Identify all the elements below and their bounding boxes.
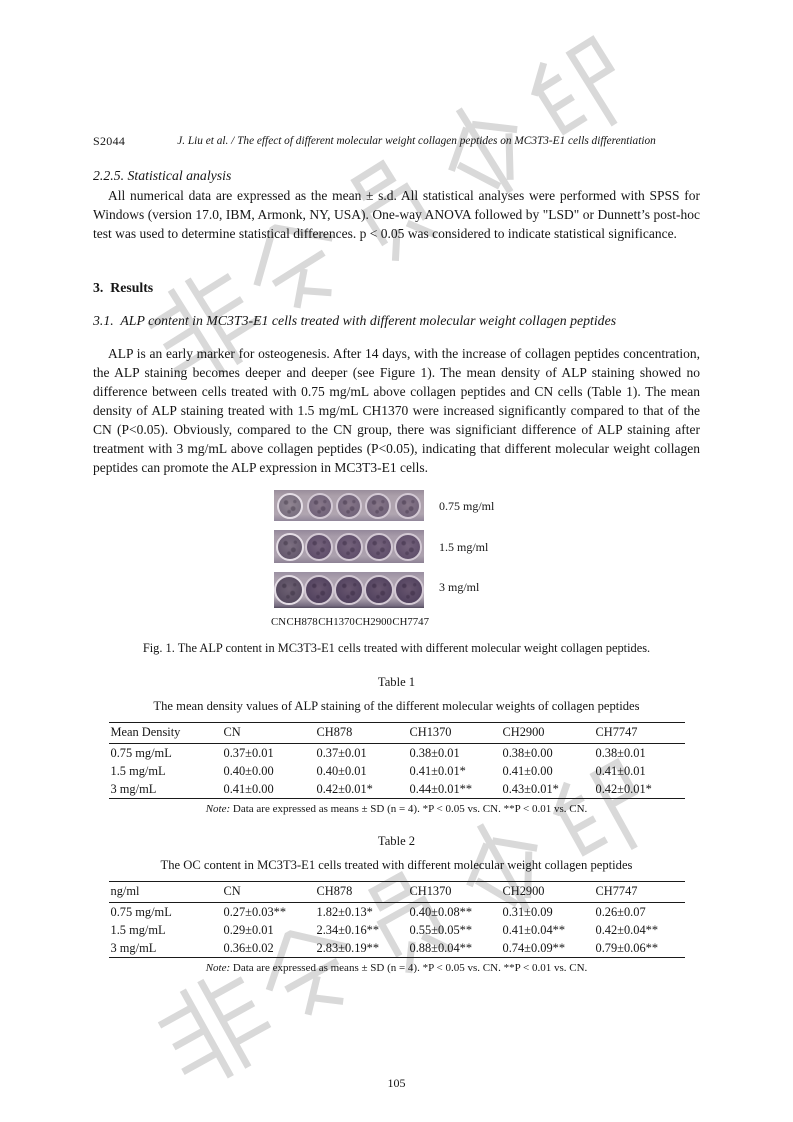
column-header: CH878 xyxy=(315,723,408,744)
table-cell: 3 mg/mL xyxy=(109,780,222,799)
stained-well xyxy=(365,493,391,519)
running-head xyxy=(93,134,700,151)
stained-well xyxy=(305,533,333,561)
table-cell: 0.41±0.01 xyxy=(595,763,646,778)
concentration-label-15: 1.5 mg/ml xyxy=(439,539,489,554)
figure-group-labels xyxy=(271,616,429,628)
page-number: 105 xyxy=(387,1076,406,1090)
table-cell: 0.31±0.09 xyxy=(502,904,553,919)
note-text: Data are expressed as means ± SD (n = 4). *P < 0.05 vs. CN. **P < 0.01 vs. CN. xyxy=(232,962,588,974)
table-cell: 0.41±0.00 xyxy=(502,763,553,778)
note-text: Data are expressed as means ± SD (n = 4). *P < 0.05 vs. CN. **P < 0.01 vs. CN. xyxy=(232,803,588,815)
table-1 xyxy=(109,722,685,799)
table-cell: 0.44±0.01** xyxy=(408,780,501,799)
table-1-title: The mean density values of ALP staining of the different molecular weights of collagen peptides xyxy=(153,699,640,713)
table-cell: 0.74±0.09** xyxy=(501,939,594,958)
table-cell: 0.79±0.06** xyxy=(594,939,685,958)
concentration-label-075: 0.75 mg/ml xyxy=(439,498,495,513)
figure-1-caption: Fig. 1. The ALP content in MC3T3-E1 cells treated with different molecular weight collagen peptides. xyxy=(142,641,651,655)
column-header: CH1370 xyxy=(408,723,501,744)
column-header: CH7747 xyxy=(594,723,685,744)
table-row xyxy=(109,780,685,799)
table-cell: 2.34±0.16** xyxy=(316,922,380,937)
section-heading-alp-content: 3.1. ALP content in MC3T3-E1 cells treated with different molecular weight collagen peptides xyxy=(93,313,617,328)
stained-well xyxy=(394,575,424,605)
stained-well xyxy=(276,533,304,561)
table-cell: 0.55±0.05** xyxy=(409,922,473,937)
table-cell: 0.88±0.04** xyxy=(408,939,501,958)
stained-well xyxy=(395,493,421,519)
column-header: CH2900 xyxy=(501,723,594,744)
table-2 xyxy=(109,881,685,958)
table-cell: 0.75 mg/mL xyxy=(110,745,172,760)
stained-well xyxy=(334,575,364,605)
column-header: CH878 xyxy=(315,882,408,903)
running-title: J. Liu et al. / The effect of different molecular weight collagen peptides on MC3T3-E1 cells differentiation xyxy=(177,135,656,147)
table-cell: 0.38±0.01 xyxy=(595,745,646,760)
table-2-title: The OC content in MC3T3-E1 cells treated with different molecular weight collagen peptides xyxy=(160,858,633,872)
figure-1 xyxy=(93,490,700,656)
table-cell: 0.42±0.04** xyxy=(595,922,659,937)
table-1-header-row xyxy=(109,723,685,744)
column-header: CH7747 xyxy=(594,882,685,903)
watermark-glyph-yin xyxy=(526,37,635,149)
table-row xyxy=(109,744,685,763)
table-cell: 1.5 mg/mL xyxy=(110,763,166,778)
table-2-header-row xyxy=(109,882,685,903)
table-cell: 0.41±0.01* xyxy=(409,763,466,778)
table-cell: 0.40±0.00 xyxy=(223,763,274,778)
well-plate-strip-075 xyxy=(274,490,424,521)
table-cell: 0.27±0.03** xyxy=(223,904,287,919)
table-row xyxy=(109,762,685,780)
table-cell: 0.26±0.07 xyxy=(595,904,646,919)
well-plate-strip-15 xyxy=(274,530,424,563)
table-cell: 0.38±0.01 xyxy=(409,745,460,760)
table-row xyxy=(109,903,685,922)
column-header: CN xyxy=(222,882,315,903)
table-cell: 0.42±0.01* xyxy=(594,780,685,799)
column-header: Mean Density xyxy=(109,723,222,744)
table-row xyxy=(109,921,685,939)
table-1-label: Table 1 xyxy=(377,675,416,689)
paragraph-alp-content: ALP is an early marker for osteogenesis. After 14 days, with the increase of collagen peptides concentration, the ALP staining becomes deeper and deeper (see Figure 1). The mean density of ALP staining showed no difference between cells treated with 0.75 mg/mL above collagen peptides and CN cells (Table 1). The mean density of ALP staining treated with 1.5 mg/mL CH1370 were increased significantly compared to that of the CN (P<0.05). Obviously, compared to the CN group, there was significiant difference of ALP staining after treatment with 3 mg/mL above collagen peptides (P<0.05), indicating that different molecular weight collagen peptides can promote the ALP expression in MC3T3-E1 cells. xyxy=(93,346,700,475)
table-cell: 0.37±0.01 xyxy=(223,745,274,760)
stained-well xyxy=(304,575,334,605)
page-content xyxy=(0,134,793,974)
table-cell: 0.38±0.00 xyxy=(502,745,553,760)
table-cell: 0.40±0.08** xyxy=(409,904,473,919)
table-cell: 0.41±0.00 xyxy=(222,780,315,799)
section-heading-statistical-analysis: 2.2.5. Statistical analysis xyxy=(93,168,232,183)
stained-well xyxy=(336,493,362,519)
column-header: CN xyxy=(222,723,315,744)
stained-well xyxy=(364,575,394,605)
table-cell: 1.82±0.13* xyxy=(316,904,373,919)
note-label: Note: xyxy=(205,962,231,974)
stained-well xyxy=(274,575,304,605)
table-2-label: Table 2 xyxy=(377,834,416,848)
table-cell: 0.40±0.01 xyxy=(316,763,367,778)
section-heading-results: 3. Results xyxy=(93,280,154,295)
table-cell: 3 mg/mL xyxy=(109,939,222,958)
stained-well xyxy=(365,533,393,561)
group-label-ch878: CH878 xyxy=(286,616,318,628)
group-label-ch1370: CH1370 xyxy=(318,616,355,628)
table-cell: 2.83±0.19** xyxy=(315,939,408,958)
table-cell: 0.29±0.01 xyxy=(223,922,274,937)
stained-well xyxy=(335,533,363,561)
column-header: CH2900 xyxy=(501,882,594,903)
article-id: S2044 xyxy=(93,134,126,148)
table-cell: 0.43±0.01* xyxy=(501,780,594,799)
stained-well xyxy=(277,493,303,519)
table-cell: 1.5 mg/mL xyxy=(110,922,166,937)
group-label-cn: CN xyxy=(271,616,286,628)
table-2-note xyxy=(93,962,700,974)
well-plate-strip-3 xyxy=(274,572,424,608)
table-cell: 0.42±0.01* xyxy=(315,780,408,799)
concentration-label-3: 3 mg/ml xyxy=(439,579,480,594)
table-cell: 0.75 mg/mL xyxy=(110,904,172,919)
table-cell: 0.36±0.02 xyxy=(222,939,315,958)
column-header: CH1370 xyxy=(408,882,501,903)
stained-well xyxy=(394,533,422,561)
paragraph-statistical-analysis: All numerical data are expressed as the mean ± s.d. All statistical analyses were performed with SPSS for Windows (version 17.0, IBM, Armonk, NY, USA). One-way ANOVA followed by "LSD" or Dunnett’s post-hoc test was used to determine statistical differences. p < 0.05 was considered to indicate statistical significance. xyxy=(93,188,700,241)
table-cell: 0.41±0.04** xyxy=(502,922,566,937)
group-label-ch2900: CH2900 xyxy=(355,616,392,628)
table-1-note xyxy=(93,803,700,815)
table-cell: 0.37±0.01 xyxy=(316,745,367,760)
group-label-ch7747: CH7747 xyxy=(392,616,429,628)
stained-well xyxy=(307,493,333,519)
figure-1-grid xyxy=(271,490,519,628)
table-row xyxy=(109,939,685,958)
watermark-glyph-fei xyxy=(153,966,278,1091)
note-label: Note: xyxy=(205,803,231,815)
column-header: ng/ml xyxy=(109,882,222,903)
